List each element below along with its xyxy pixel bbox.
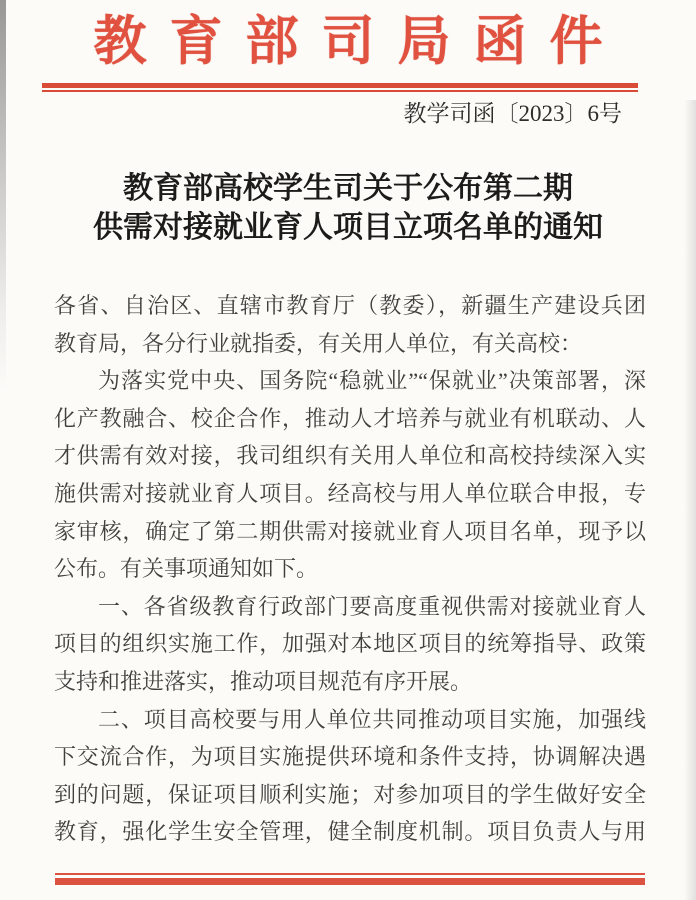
body-line: 教育，强化学生安全管理，健全制度机制。项目负责人与用 bbox=[54, 819, 646, 845]
body-line: 一、各省级教育行政部门要高度重视供需对接就业育人 bbox=[98, 593, 646, 619]
masthead-divider-rule bbox=[42, 83, 638, 92]
body-line: 为落实党中央、国务院“稳就业”“保就业”决策部署，深 bbox=[98, 368, 646, 394]
body-line: 施供需对接就业育人项目。经高校与用人单位联合申报，专 bbox=[54, 480, 646, 506]
document-title-line-2: 供需对接就业育人项目立项名单的通知 bbox=[93, 211, 603, 244]
body-line: 支持和推进落实，推动项目规范有序开展。 bbox=[54, 668, 473, 694]
masthead-divider-thick-line bbox=[42, 83, 638, 88]
document-title-line-1: 教育部高校学生司关于公布第二期 bbox=[123, 172, 573, 205]
body-line: 二、项目高校要与用人单位共同推动项目实施，加强线 bbox=[98, 706, 646, 732]
body-line: 家审核，确定了第二期供需对接就业育人项目名单，现予以 bbox=[54, 518, 646, 544]
body-line: 才供需有效对接，我司组织有关用人单位和高校持续深入实 bbox=[54, 443, 646, 469]
body-line: 教育局，各分行业就指委，有关用人单位，有关高校： bbox=[54, 330, 583, 356]
footer-divider-thick-line bbox=[55, 878, 645, 885]
body-line: 公布。有关事项通知如下。 bbox=[54, 556, 319, 582]
body-line: 项目的组织实施工作，加强对本地区项目的统筹指导、政策 bbox=[54, 631, 646, 657]
body-line: 各省、自治区、直辖市教育厅（教委），新疆生产建设兵团 bbox=[54, 293, 646, 318]
masthead-divider-thin-line bbox=[42, 90, 638, 92]
body-line: 下交流合作，为项目实施提供环境和条件支持，协调解决遇 bbox=[54, 744, 646, 770]
body-line: 化产教融合、校企合作，推动人才培养与就业有机联动、人 bbox=[54, 405, 646, 431]
document-title bbox=[0, 169, 696, 247]
document-masthead: 教育部司局函件 bbox=[93, 13, 626, 71]
footer-divider-rule bbox=[55, 873, 645, 885]
body-line: 到的问题，保证项目顺利实施；对参加项目的学生做好安全 bbox=[54, 781, 646, 807]
document-body bbox=[54, 287, 646, 851]
footer-divider-thin-line bbox=[55, 873, 645, 875]
document-number: 教学司函〔2023〕6号 bbox=[403, 101, 622, 126]
